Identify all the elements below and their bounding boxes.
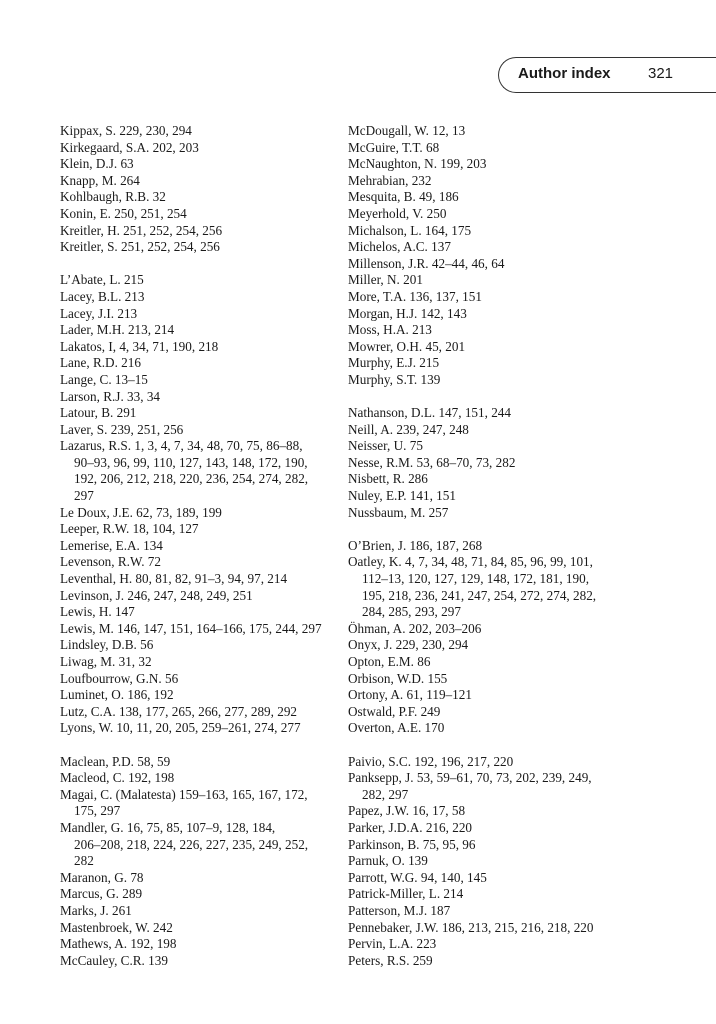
- index-entry-continuation: 282: [74, 853, 94, 869]
- index-entry: [348, 538, 638, 555]
- index-entry: [348, 886, 638, 903]
- index-entry-line: Morgan, H.J. 142, 143: [348, 305, 467, 321]
- index-entry-line: Lewis, H. 147: [60, 604, 135, 620]
- index-entry-continuation: 297: [74, 488, 94, 504]
- index-entry: [60, 953, 350, 970]
- index-entry: [60, 704, 350, 721]
- index-entry: [348, 339, 638, 356]
- index-entry: [60, 306, 350, 323]
- index-entry-line: Konin, E. 250, 251, 254: [60, 205, 187, 221]
- index-entry: [348, 505, 638, 522]
- index-entry-line: Mesquita, B. 49, 186: [348, 189, 459, 205]
- index-entry-line: Levenson, R.W. 72: [60, 554, 161, 570]
- index-entry: [348, 554, 638, 620]
- index-entry-line: Mehrabian, 232: [348, 172, 432, 188]
- index-entry: [348, 920, 638, 937]
- index-entry: [60, 787, 350, 820]
- index-entry-line: Latour, B. 291: [60, 405, 137, 421]
- index-column-left: [60, 123, 350, 969]
- index-entry: [348, 704, 638, 721]
- index-entry-line: Lewis, M. 146, 147, 151, 164–166, 175, 244, 297: [60, 620, 322, 636]
- index-entry-line: Opton, E.M. 86: [348, 654, 431, 669]
- index-entry: [60, 272, 350, 289]
- index-entry-line: Papez, J.W. 16, 17, 58: [348, 803, 466, 819]
- index-entry: [348, 123, 638, 140]
- index-entry-line: Kreitler, S. 251, 252, 254, 256: [60, 239, 220, 255]
- index-entry: [60, 604, 350, 621]
- page-number: 321: [648, 65, 674, 82]
- index-entry: [348, 720, 638, 737]
- index-entry-continuation: 282, 297: [362, 786, 409, 802]
- index-entry: [348, 289, 638, 306]
- index-entry-line: Liwag, M. 31, 32: [60, 654, 152, 669]
- index-entry: [348, 637, 638, 654]
- index-entry: [348, 156, 638, 173]
- index-column-right: [348, 123, 638, 969]
- index-entry-continuation: 195, 218, 236, 241, 247, 254, 272, 274, 282,: [362, 587, 597, 603]
- index-entry-line: Larson, R.J. 33, 34: [60, 388, 161, 404]
- index-entry-line: O’Brien, J. 186, 187, 268: [348, 537, 483, 553]
- index-entry-line: Paivio, S.C. 192, 196, 217, 220: [348, 753, 514, 769]
- index-entry-line: Orbison, W.D. 155: [348, 670, 448, 686]
- index-entry-line: Maranon, G. 78: [60, 869, 144, 885]
- group-gap: [60, 737, 350, 754]
- index-entry-line: Nisbett, R. 286: [348, 471, 428, 487]
- index-entry: [348, 272, 638, 289]
- group-gap: [348, 389, 638, 406]
- index-entry-line: Murphy, S.T. 139: [348, 371, 441, 387]
- index-entry-line: Nuley, E.P. 141, 151: [348, 488, 456, 504]
- index-entry: [60, 870, 350, 887]
- index-entry: [60, 206, 350, 223]
- index-entry-line: Mathews, A. 192, 198: [60, 936, 177, 952]
- index-entry: [348, 206, 638, 223]
- index-entry-line: Pennebaker, J.W. 186, 213, 215, 216, 218, 220: [348, 919, 594, 935]
- index-entry: [60, 621, 350, 638]
- index-entry-line: Mowrer, O.H. 45, 201: [348, 338, 466, 354]
- index-entry-line: Lemerise, E.A. 134: [60, 537, 163, 553]
- index-entry: [60, 372, 350, 389]
- index-entry: [348, 803, 638, 820]
- index-entry: [348, 754, 638, 771]
- page-title: Author index: [518, 65, 611, 82]
- index-entry-line: Lader, M.H. 213, 214: [60, 322, 175, 338]
- index-entry-line: McNaughton, N. 199, 203: [348, 156, 487, 172]
- index-entry: [60, 886, 350, 903]
- index-entry-continuation: 206–208, 218, 224, 226, 227, 235, 249, 252,: [74, 836, 309, 852]
- index-entry-continuation: 90–93, 96, 99, 110, 127, 143, 148, 172, 190,: [74, 454, 308, 470]
- index-entry: [348, 488, 638, 505]
- index-entry: [348, 405, 638, 422]
- index-entry-line: Ostwald, P.F. 249: [348, 703, 441, 719]
- index-entry: [348, 223, 638, 240]
- index-entry: [348, 422, 638, 439]
- index-entry: [60, 123, 350, 140]
- index-entry-line: More, T.A. 136, 137, 151: [348, 288, 482, 304]
- index-entry-continuation: 112–13, 120, 127, 129, 148, 172, 181, 190,: [362, 571, 589, 587]
- index-entry-line: Lutz, C.A. 138, 177, 265, 266, 277, 289, 292: [60, 703, 298, 719]
- index-entry-line: Magai, C. (Malatesta) 159–163, 165, 167, 172,: [60, 786, 308, 802]
- index-entry: [60, 289, 350, 306]
- index-entry: [348, 837, 638, 854]
- index-entry: [60, 720, 350, 737]
- index-entry-line: Oatley, K. 4, 7, 34, 48, 71, 84, 85, 96, 99, 101,: [348, 554, 593, 570]
- index-entry-line: Moss, H.A. 213: [348, 322, 432, 338]
- index-entry-line: McCauley, C.R. 139: [60, 952, 168, 968]
- index-entry-line: Lakatos, I, 4, 34, 71, 190, 218: [60, 338, 219, 354]
- index-entry-line: Pervin, L.A. 223: [348, 936, 437, 952]
- index-entry: [60, 588, 350, 605]
- index-entry: [348, 256, 638, 273]
- index-entry: [60, 505, 350, 522]
- index-entry-line: Le Doux, J.E. 62, 73, 189, 199: [60, 504, 222, 520]
- index-entry: [348, 953, 638, 970]
- index-entry: [60, 671, 350, 688]
- index-entry-line: Luminet, O. 186, 192: [60, 687, 174, 703]
- index-entry: [348, 671, 638, 688]
- index-entry-line: Panksepp, J. 53, 59–61, 70, 73, 202, 239, 249,: [348, 770, 592, 786]
- index-entry-line: Parker, J.D.A. 216, 220: [348, 819, 473, 835]
- index-entry: [348, 471, 638, 488]
- index-entry: [60, 339, 350, 356]
- index-entry: [348, 770, 638, 803]
- index-entry-line: Kohlbaugh, R.B. 32: [60, 189, 166, 205]
- index-entry-line: Overton, A.E. 170: [348, 720, 445, 736]
- index-entry-line: Öhman, A. 202, 203–206: [348, 620, 482, 636]
- index-entry: [348, 372, 638, 389]
- index-entry-line: Kirkegaard, S.A. 202, 203: [60, 139, 199, 155]
- group-gap: [60, 256, 350, 273]
- index-entry: [60, 422, 350, 439]
- index-entry: [348, 820, 638, 837]
- index-entry-line: Leventhal, H. 80, 81, 82, 91–3, 94, 97, 214: [60, 571, 288, 587]
- index-entry: [60, 223, 350, 240]
- index-entry: [60, 936, 350, 953]
- index-entry: [348, 687, 638, 704]
- index-entry-line: Peters, R.S. 259: [348, 952, 433, 968]
- index-entry-line: Lindsley, D.B. 56: [60, 637, 154, 653]
- index-entry: [348, 189, 638, 206]
- index-entry-line: Murphy, E.J. 215: [348, 355, 440, 371]
- index-entry-line: Parnuk, O. 139: [348, 853, 428, 869]
- group-gap: [348, 521, 638, 538]
- index-entry-line: Lyons, W. 10, 11, 20, 205, 259–261, 274, 277: [60, 720, 301, 736]
- group-gap: [348, 737, 638, 754]
- index-entry-line: Knapp, M. 264: [60, 172, 140, 188]
- index-entry-line: Lacey, B.L. 213: [60, 288, 145, 304]
- index-entry: [348, 903, 638, 920]
- index-entry: [348, 173, 638, 190]
- index-entry: [60, 654, 350, 671]
- index-entry: [60, 355, 350, 372]
- index-entry: [60, 521, 350, 538]
- index-entry: [348, 239, 638, 256]
- index-entry-line: Parkinson, B. 75, 95, 96: [348, 836, 476, 852]
- index-entry-line: Neisser, U. 75: [348, 438, 423, 454]
- index-entry: [60, 554, 350, 571]
- index-entry-line: Loufbourrow, G.N. 56: [60, 670, 179, 686]
- index-entry: [60, 438, 350, 504]
- index-entry: [60, 770, 350, 787]
- index-entry: [60, 405, 350, 422]
- index-entry-continuation: 175, 297: [74, 803, 121, 819]
- index-entry-line: Marcus, G. 289: [60, 886, 143, 902]
- index-entry-line: Mandler, G. 16, 75, 85, 107–9, 128, 184,: [60, 819, 276, 835]
- index-entry: [60, 920, 350, 937]
- index-entry-line: Nesse, R.M. 53, 68–70, 73, 282: [348, 454, 516, 470]
- index-entry: [60, 538, 350, 555]
- index-entry-line: Marks, J. 261: [60, 902, 132, 918]
- index-entry: [348, 455, 638, 472]
- index-entry-line: Leeper, R.W. 18, 104, 127: [60, 521, 199, 537]
- index-entry: [60, 189, 350, 206]
- index-entry-line: Michelos, A.C. 137: [348, 239, 451, 255]
- index-entry: [60, 239, 350, 256]
- index-entry-line: Klein, D.J. 63: [60, 156, 134, 172]
- index-entry-line: Nussbaum, M. 257: [348, 504, 449, 520]
- index-entry: [60, 754, 350, 771]
- index-entry-line: Kreitler, H. 251, 252, 254, 256: [60, 222, 223, 238]
- index-entry: [348, 322, 638, 339]
- index-entry-line: Laver, S. 239, 251, 256: [60, 421, 184, 437]
- index-entry-line: Patrick-Miller, L. 214: [348, 886, 464, 902]
- index-entry-line: Mastenbroek, W. 242: [60, 919, 173, 935]
- index-entry: [348, 853, 638, 870]
- index-entry-line: Michalson, L. 164, 175: [348, 222, 472, 238]
- index-entry: [348, 140, 638, 157]
- index-entry-line: Millenson, J.R. 42–44, 46, 64: [348, 255, 505, 271]
- index-entry: [348, 621, 638, 638]
- index-entry-line: Kippax, S. 229, 230, 294: [60, 123, 192, 138]
- index-entry: [60, 173, 350, 190]
- index-entry-line: Parrott, W.G. 94, 140, 145: [348, 869, 487, 885]
- index-entry: [60, 140, 350, 157]
- index-entry: [60, 571, 350, 588]
- index-entry: [60, 820, 350, 870]
- index-entry-line: L’Abate, L. 215: [60, 272, 144, 288]
- index-entry-line: Miller, N. 201: [348, 272, 423, 288]
- index-entry-line: McDougall, W. 12, 13: [348, 123, 466, 138]
- index-entry-line: Macleod, C. 192, 198: [60, 770, 175, 786]
- index-entry: [348, 936, 638, 953]
- index-entry-continuation: 284, 285, 293, 297: [362, 604, 461, 620]
- index-entry-line: Maclean, P.D. 58, 59: [60, 753, 171, 769]
- index-entry-line: Ortony, A. 61, 119–121: [348, 687, 472, 703]
- index-entry-line: Meyerhold, V. 250: [348, 205, 447, 221]
- index-entry-line: Patterson, M.J. 187: [348, 902, 451, 918]
- index-entry-continuation: 192, 206, 212, 218, 220, 236, 254, 274, 282,: [74, 471, 309, 487]
- index-entry: [60, 156, 350, 173]
- index-entry-line: Neill, A. 239, 247, 248: [348, 421, 469, 437]
- index-entry: [348, 654, 638, 671]
- index-entry-line: Nathanson, D.L. 147, 151, 244: [348, 405, 511, 421]
- index-entry: [60, 903, 350, 920]
- index-entry: [348, 355, 638, 372]
- index-entry: [60, 637, 350, 654]
- index-entry: [60, 322, 350, 339]
- index-entry-line: Lacey, J.I. 213: [60, 305, 138, 321]
- index-entry: [348, 438, 638, 455]
- index-entry: [348, 870, 638, 887]
- index-entry: [60, 389, 350, 406]
- index-entry-line: Lane, R.D. 216: [60, 355, 141, 371]
- index-entry: [348, 306, 638, 323]
- index-entry: [60, 687, 350, 704]
- index-entry-line: Lange, C. 13–15: [60, 371, 148, 387]
- index-entry-line: McGuire, T.T. 68: [348, 139, 440, 155]
- index-entry-line: Onyx, J. 229, 230, 294: [348, 637, 469, 653]
- index-entry-line: Lazarus, R.S. 1, 3, 4, 7, 34, 48, 70, 75, 86–88,: [60, 438, 303, 454]
- index-entry-line: Levinson, J. 246, 247, 248, 249, 251: [60, 587, 253, 603]
